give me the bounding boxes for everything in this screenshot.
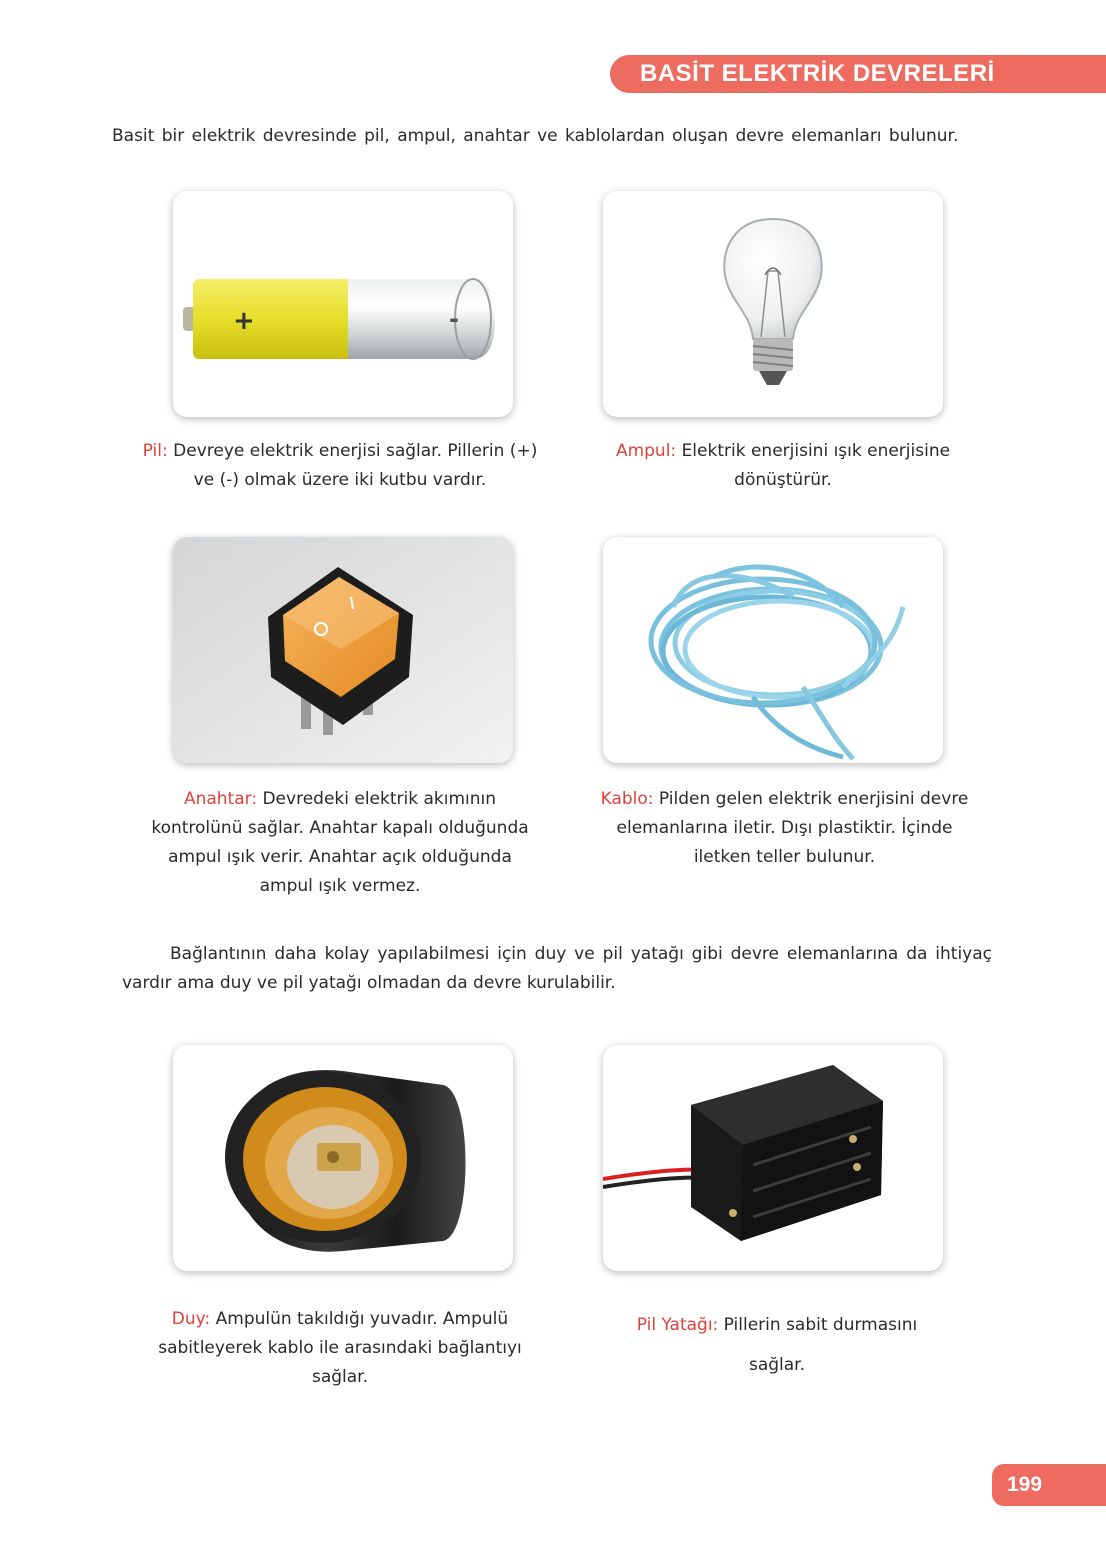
desc-anahtar: Devredeki elektrik akımının kontrolünü sağlar. Anahtar kapalı olduğunda ampul ışık verir. Anahtar açık olduğunda ampul ışık vermez. — [151, 789, 529, 896]
switch-image — [173, 537, 513, 763]
desc-duy: Ampulün takıldığı yuvadır. Ampulü sabitleyerek kablo ile arasındaki bağlantıyı sağlar. — [158, 1309, 522, 1387]
desc-pil-yatagi: Pillerin sabit durmasını sağlar. — [723, 1315, 918, 1375]
term-pil: Pil: — [142, 441, 168, 461]
caption-kablo — [592, 785, 977, 872]
desc-pil: Devreye elektrik enerjisi sağlar. Pillerin (+) ve (-) olmak üzere iki kutbu vardır. — [173, 441, 538, 490]
socket-illustration — [173, 1045, 513, 1271]
desc-ampul: Elektrik enerjisini ışık enerjisine dönüştürür. — [681, 441, 951, 490]
cable-illustration — [603, 537, 943, 763]
term-ampul: Ampul: — [615, 441, 677, 461]
caption-anahtar — [140, 785, 540, 901]
battery-minus-label: - — [449, 305, 459, 333]
battery-plus-label: + — [233, 306, 255, 336]
term-kablo: Kablo: — [600, 789, 654, 809]
battery-illustration — [173, 191, 513, 417]
cable-image — [603, 537, 943, 763]
term-pil-yatagi: Pil Yatağı: — [636, 1315, 719, 1335]
page-number: 199 — [1007, 1473, 1043, 1496]
battery-holder-image — [603, 1045, 943, 1271]
battery-holder-illustration — [603, 1045, 943, 1271]
desc-kablo: Pilden gelen elektrik enerjisini devre elemanlarına iletir. Dışı plastiktir. İçinde iletken teller bulunur. — [616, 789, 969, 867]
caption-pil-yatagi — [612, 1305, 942, 1385]
battery-image — [173, 191, 513, 417]
bulb-illustration — [603, 191, 943, 417]
caption-pil — [140, 437, 540, 495]
info-paragraph-text: Bağlantının daha kolay yapılabilmesi için duy ve pil yatağı gibi devre elemanlarına da ihtiyaç vardır ama duy ve pil yatağı olmadan da devre kurulabilir. — [122, 944, 992, 993]
term-anahtar: Anahtar: — [183, 789, 258, 809]
page-title: BASİT ELEKTRİK DEVRELERİ — [640, 60, 995, 87]
term-duy: Duy: — [171, 1309, 211, 1329]
bulb-image — [603, 191, 943, 417]
caption-duy — [140, 1305, 540, 1392]
info-paragraph — [122, 940, 992, 998]
caption-ampul — [598, 437, 968, 495]
socket-image — [173, 1045, 513, 1271]
switch-illustration — [173, 537, 513, 763]
intro-text: Basit bir elektrik devresinde pil, ampul, anahtar ve kablolardan oluşan devre elemanları bulunur. — [112, 126, 959, 146]
